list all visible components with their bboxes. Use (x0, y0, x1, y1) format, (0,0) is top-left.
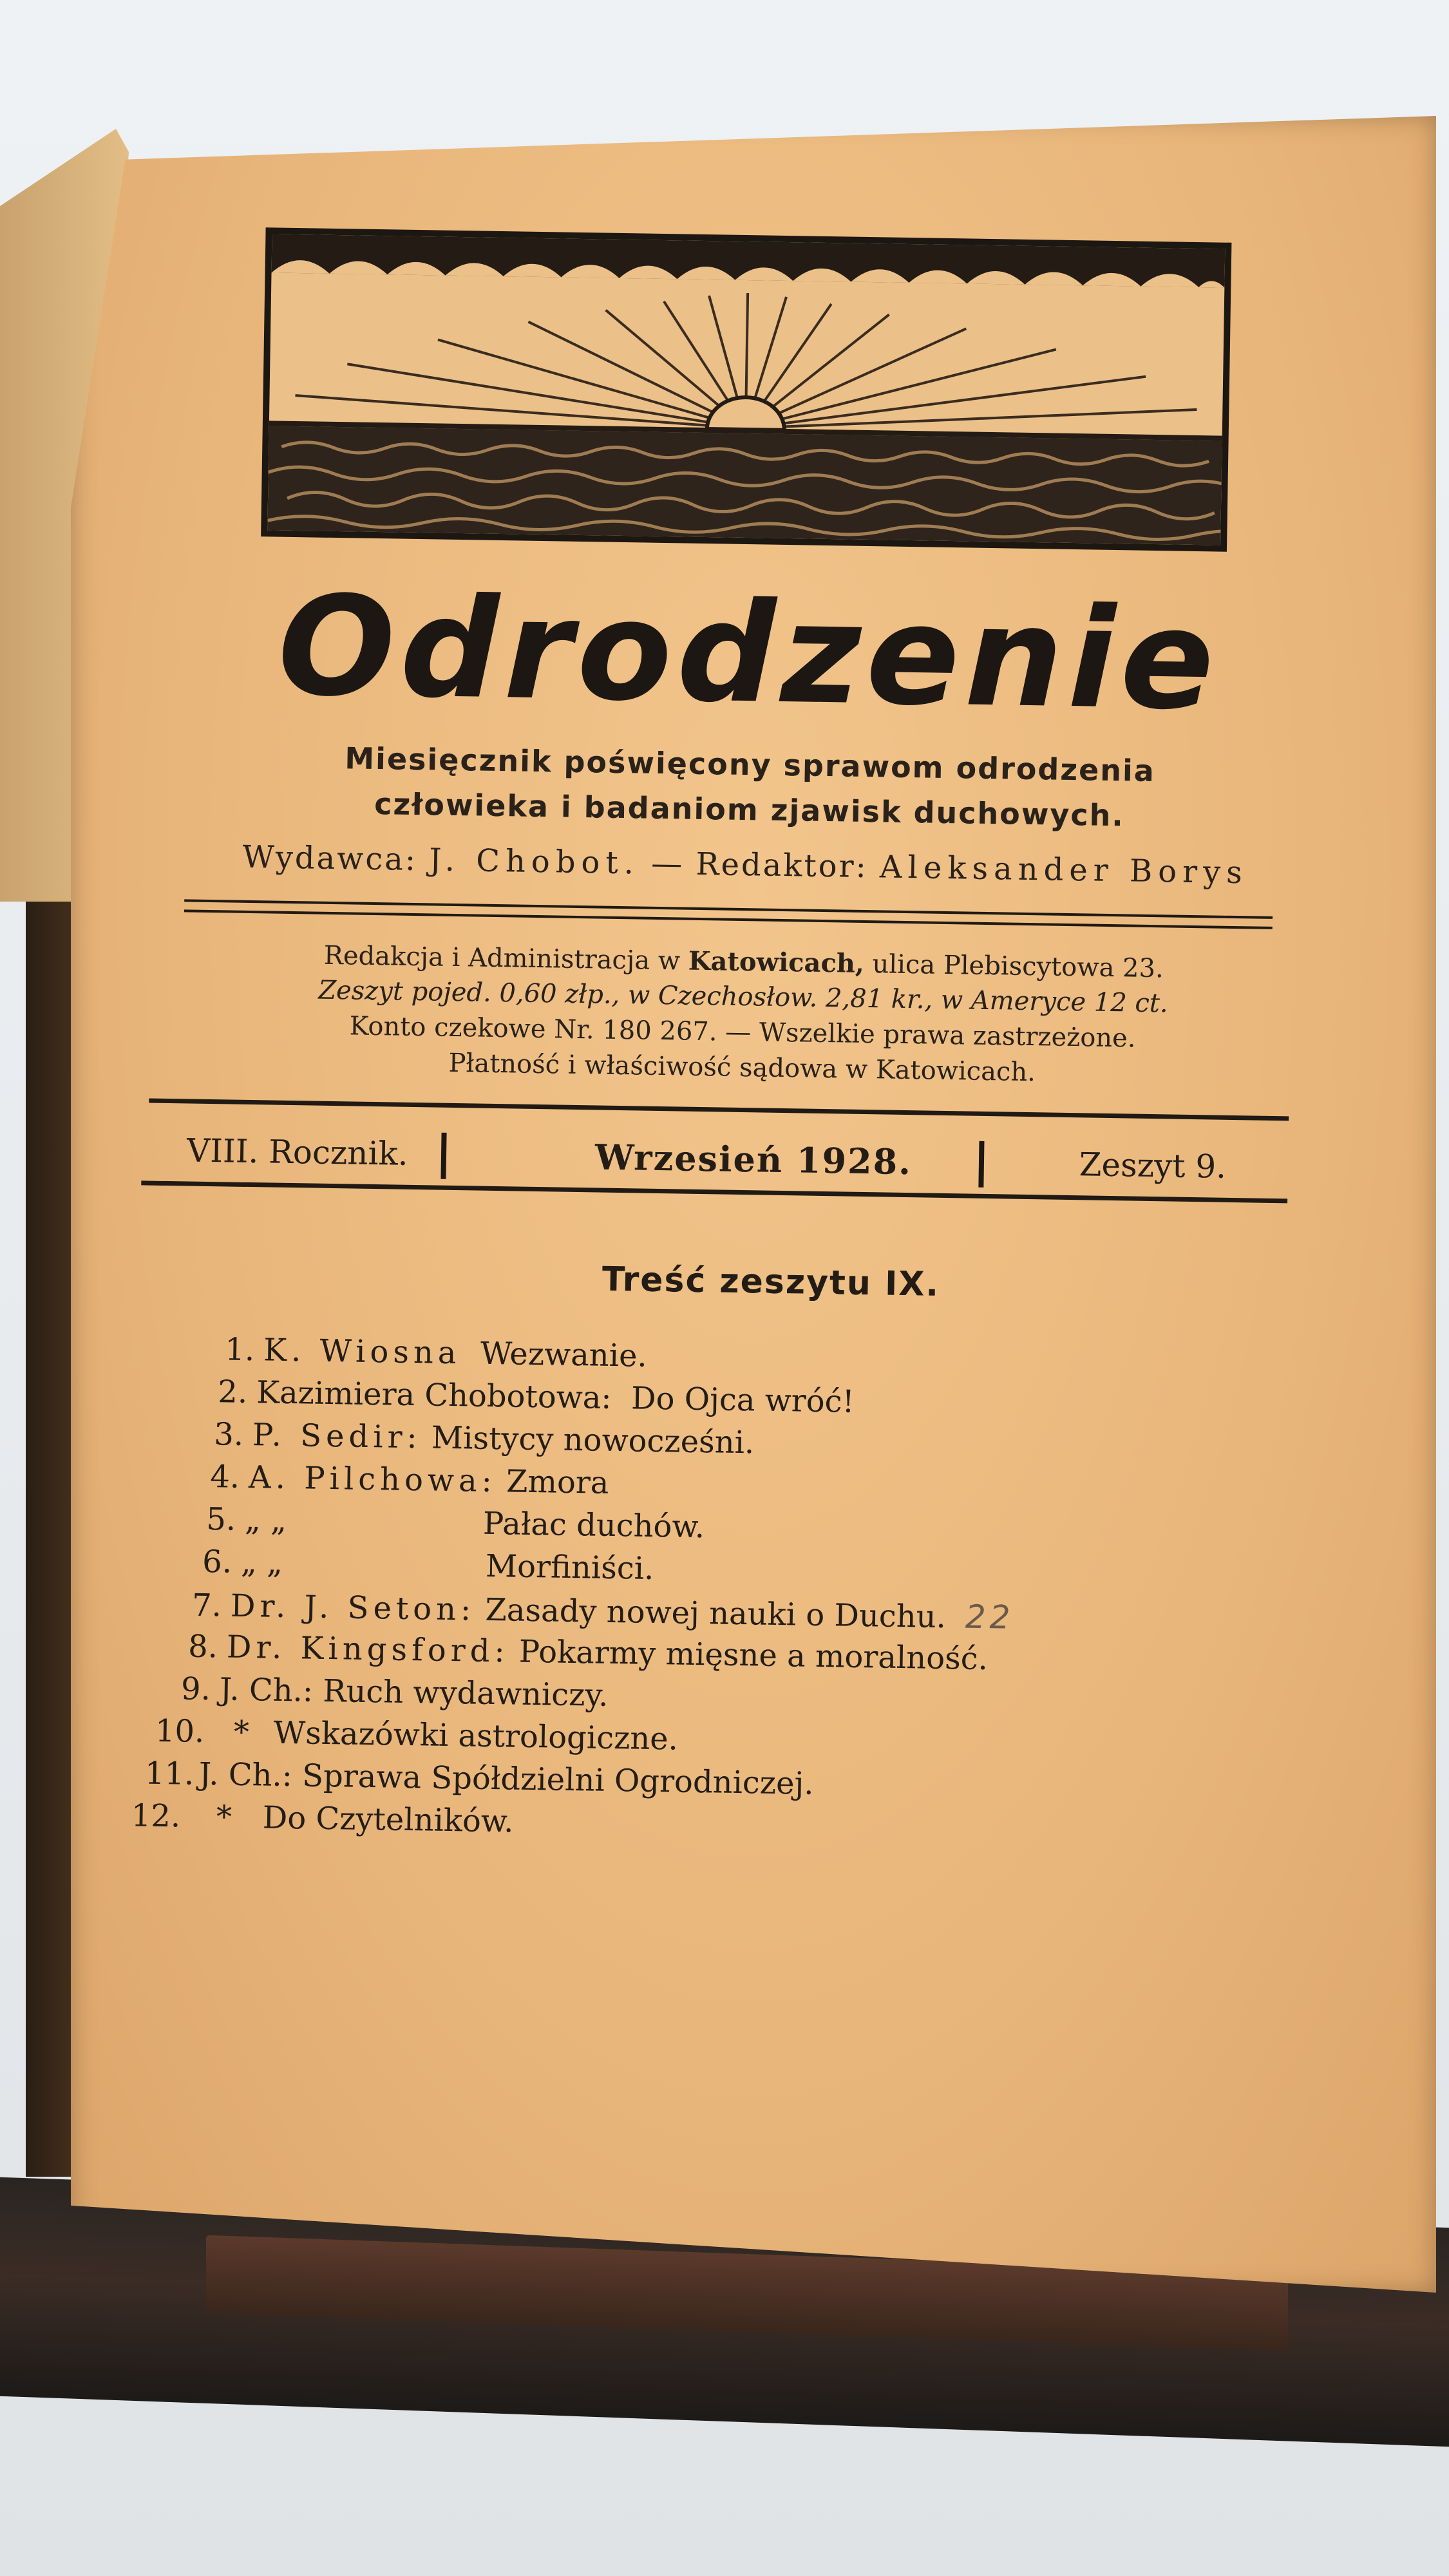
toc-item-author: „ „ (240, 1544, 283, 1581)
subtitle-line-1: Miesięcznik poświęcony sprawom odrodzenia (344, 741, 1156, 789)
toc-item-title: Do Ojca wróć! (630, 1380, 855, 1420)
imprint-line-2: Zeszyt pojed. 0,60 złp., w Czechosłow. 2,81 kr., w Ameryce 12 ct. (317, 975, 1168, 1019)
column-divider (978, 1141, 984, 1188)
toc-item-title: Wskazówki astrologiczne. (273, 1714, 679, 1757)
magazine-title: Odrodzenie (276, 565, 1220, 741)
toc-item-number: 7. (191, 1587, 222, 1624)
toc-item-author: „ „ (244, 1501, 287, 1539)
imprint-address-suffix: ulica Plebiscytowa 23. (872, 949, 1164, 984)
toc-item-number: 6. (202, 1543, 232, 1580)
toc-heading: Treść zeszytu IX. (601, 1260, 940, 1304)
toc-item-author: K. Wiosna (263, 1332, 461, 1372)
toc-item-title: Pokarmy mięsne a moralność. (518, 1633, 989, 1678)
sunrise-sea-icon (267, 234, 1225, 545)
credits-line (198, 838, 1293, 892)
toc-item (191, 1501, 705, 1552)
toc-item-title: Zmora (506, 1463, 609, 1501)
toc-item-number: 8. (187, 1628, 218, 1665)
masthead-illustration (261, 227, 1231, 552)
toc-item-number: 5. (205, 1501, 236, 1538)
imprint-city: Katowicach, (688, 945, 865, 979)
toc-item-number: 2. (217, 1374, 248, 1411)
toc-item-title: Mistycy nowocześni. (431, 1419, 755, 1461)
toc-item-title: Morfiniści. (485, 1548, 654, 1587)
divider-rule (149, 1099, 1289, 1121)
toc-item (186, 1544, 654, 1593)
divider-rule (184, 909, 1273, 929)
toc-item-author: Dr. Kingsford: (226, 1629, 510, 1670)
toc-item-author: Dr. J. Seton: (230, 1587, 476, 1628)
toc-item (165, 1671, 609, 1720)
toc-item-number: 4. (209, 1459, 240, 1495)
toc-item-author: * (216, 1799, 232, 1835)
toc-item (209, 1331, 647, 1381)
toc-item-author: P. Sedir: (252, 1417, 422, 1456)
publisher-label: Wydawca: (242, 838, 418, 878)
toc-item-title: Do Czytelników. (262, 1799, 514, 1840)
toc-item-author: A. Pilchowa: (248, 1459, 497, 1500)
toc-item-number: 10. (155, 1712, 205, 1750)
issue-number: Zeszyt 9. (1079, 1146, 1227, 1186)
toc-item (194, 1459, 609, 1508)
toc-item-title: Wezwanie. (480, 1335, 648, 1374)
subtitle-line-2: człowieka i badaniom zjawisk duchowych. (374, 786, 1125, 833)
toc-item-number: 12. (131, 1797, 181, 1835)
credits-separator: — (650, 845, 685, 882)
issue-year: VIII. Rocznik. (186, 1132, 409, 1173)
column-divider (440, 1133, 446, 1179)
imprint-line-3: Konto czekowe Nr. 180 267. — Wszelkie prawa zastrzeżone. (349, 1011, 1136, 1054)
toc-list (0, 1315, 1446, 1840)
imprint-line-4: Płatność i właściwość sądowa w Katowicach. (448, 1048, 1036, 1088)
handwritten-note: 22 (965, 1598, 1014, 1636)
toc-item-number: 3. (213, 1416, 244, 1453)
toc-item-title: Zasady nowej nauki o Duchu. (485, 1591, 947, 1636)
toc-item-title: Pałac duchów. (482, 1505, 705, 1546)
editor-label: Redaktor: (696, 846, 869, 886)
toc-item-author: * (233, 1714, 250, 1751)
toc-item-title: Sprawa Spółdzielni Ogrodniczej. (301, 1757, 815, 1802)
issue-date: Wrzesień 1928. (594, 1136, 913, 1183)
toc-item-number: 9. (180, 1671, 211, 1708)
imprint-address-prefix: Redakcja i Administracja w (323, 940, 681, 976)
toc-item-author: J. Ch.: (198, 1756, 293, 1794)
toc-item-author: J. Ch.: (219, 1671, 314, 1709)
editor-name: Aleksander Borys (879, 849, 1249, 891)
toc-item (131, 1797, 514, 1846)
publisher-name: J. Chobot. (428, 842, 640, 882)
toc-item-number: 11. (144, 1755, 194, 1792)
toc-item-author: Kazimiera Chobotowa: (256, 1374, 612, 1416)
toc-item-title: Ruch wydawniczy. (322, 1672, 609, 1714)
divider-rule (184, 899, 1273, 919)
toc-item-number: 1. (225, 1331, 255, 1368)
